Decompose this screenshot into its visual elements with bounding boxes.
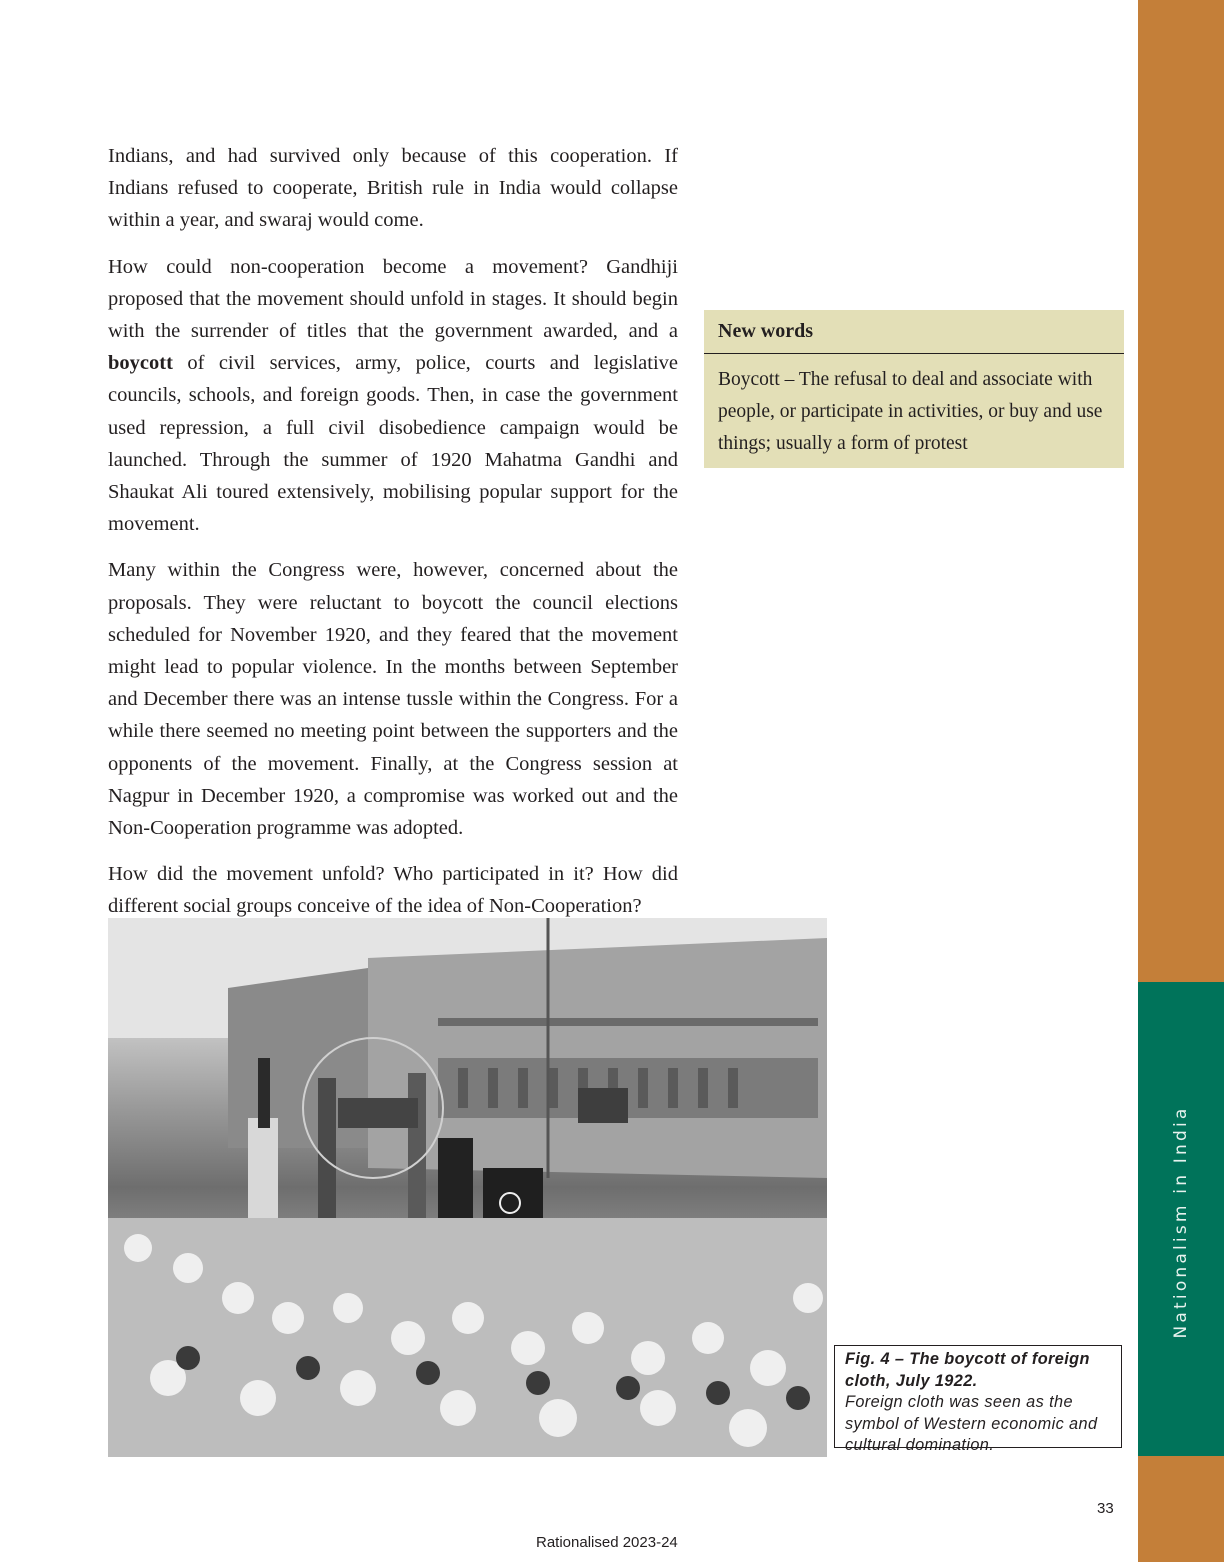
footer-text: Rationalised 2023-24: [536, 1534, 678, 1551]
figure-photo: [108, 918, 827, 1457]
paragraph-3: Many within the Congress were, however, concerned about the proposals. They were reluctant to boycott the council elections scheduled for November 1920, and they feared that the movement might lead to popular violence. In the months between September and December there was an intense tussle within the Congress. For a while there seemed no meeting point between the supporters and the opponents of the movement. Finally, at the Congress session at Nagpur in December 1920, a compromise was worked out and the Non-Cooperation programme was adopted.: [108, 559, 678, 840]
paragraph-2-rest: of civil services, army, police, courts and legislative councils, schools, and foreign goods. Then, in case the government used repression, a full civil disobedience campaign would be launched. Through the summer of 1920 Mahatma Gandhi and Shaukat Ali toured extensively, mobilising popular support for the movement.: [108, 352, 678, 536]
figure-caption-title: Fig. 4 – The boycott of foreign cloth, July 1922.: [845, 1350, 1090, 1390]
keyword-boycott: boycott: [108, 352, 173, 375]
main-text: [108, 140, 678, 937]
chapter-title: Nationalism in India: [1171, 1105, 1191, 1339]
page-number: 33: [1097, 1500, 1114, 1517]
chapter-sidebar: [1138, 0, 1224, 1562]
figure-caption-text: Foreign cloth was seen as the symbol of Western economic and cultural domination.: [845, 1393, 1098, 1454]
figure-caption: [834, 1345, 1122, 1454]
paragraph-2-intro: How could non-cooperation become a movement? Gandhiji proposed that the movement should unfold in stages. It should begin with the surrender of titles that the government awarded, and a: [108, 255, 678, 343]
new-words-definition: Boycott – The refusal to deal and associate with people, or participate in activities, or buy and use things; usually a form of protest: [718, 369, 1103, 454]
paragraph-1: Indians, and had survived only because of this cooperation. If Indians refused to cooperate, British rule in India would collapse within a year, and swaraj would come.: [108, 145, 678, 232]
new-words-title: New words: [704, 310, 1124, 354]
paragraph-2: [108, 251, 678, 541]
paragraph-4: How did the movement unfold? Who participated in it? How did different social groups conceive of the idea of Non-Cooperation?: [108, 863, 678, 918]
photo-illustration: [108, 918, 827, 1457]
new-words-box: [704, 310, 1124, 468]
